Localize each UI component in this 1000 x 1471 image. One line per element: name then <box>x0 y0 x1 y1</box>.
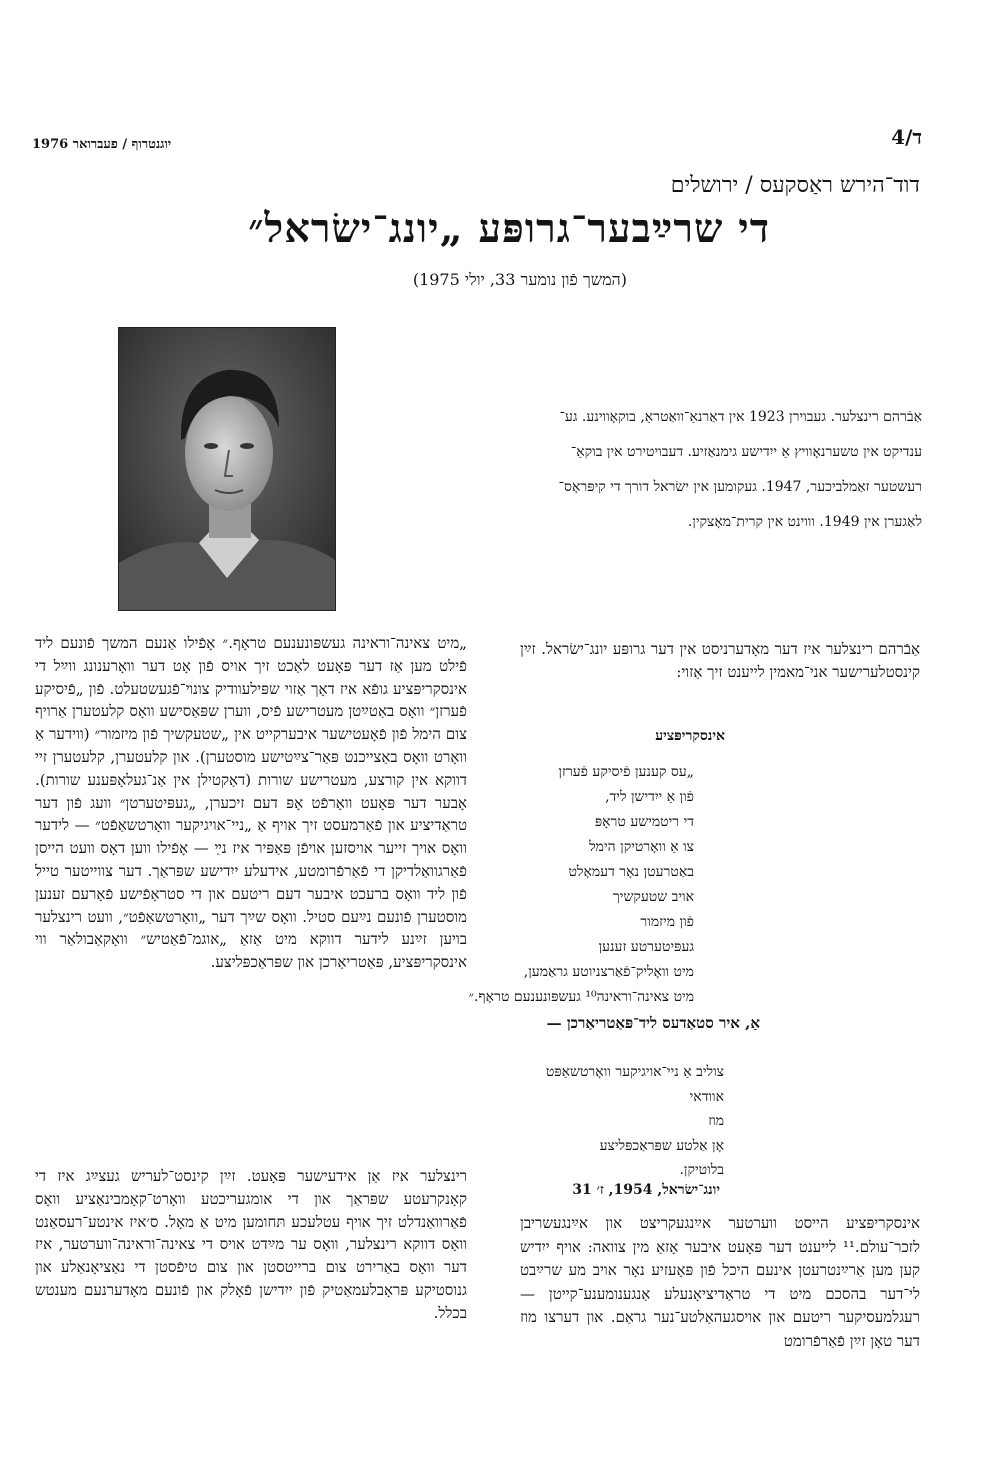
poem-citation: יונג־ישׂראל, 1954, ז׳ 31 <box>572 1182 720 1198</box>
poem-line: די ריטמישע טראָפּ <box>594 814 694 830</box>
subtitle: (המשך פֿון נומער 33, יולי 1975) <box>412 270 627 289</box>
poem-line: פֿון אַ ייִדישן ליד, <box>605 789 694 805</box>
left-column-paragraph-2: רינצלער איז אַן אידעישער פּאָעט. זײַן קינסט־לעריש געצײַג איז די קאָנקרעטע שפּראַך און די אומגעריכטע וואָרט־קאָמבינאַציע וואָס פֿאַרוואַנדלט זיך אויף עטלעכע תּחומען מיט אַ מאָל. ס׳איז אינטע־רעסאַנט וואָס דווקא רינצלער, וואָס ער מײַדט אויס די צאינה־וראינה־ווערטער, איז דער וואָס באַרירט צום ברייטסטן און צום טיפֿסטן די נאַציאָנאַלע און גנוסטיקע פּראָבלעמאַטיק פֿון ייִדישן פֿאָלק און פֿונעם מאָדערנעם מענטש בכלל. <box>35 1167 467 1322</box>
page-number: ד/4 <box>891 125 922 149</box>
poem-line: אויב שטעקשיך <box>612 889 694 905</box>
poem-line: בלוטיקן. <box>679 1162 724 1178</box>
bio-line: רעשטער זאַמלביכער, 1947. געקומען אין ישׂראל דורך די קיפּראָס־ <box>558 479 922 495</box>
poem-block <box>469 760 694 1010</box>
poem-line: אָן אַלטע שפּראַכפּליצע <box>599 1137 724 1154</box>
poem-line: געפּיטערטע זענען <box>598 939 694 955</box>
author-bio <box>402 400 922 540</box>
poem-line: מיט צאינה־וראינה¹⁰ געשפּונענעם טראָף.״ <box>468 989 694 1005</box>
poem-line: מוז <box>708 1113 724 1129</box>
author-portrait <box>118 327 336 611</box>
bio-line: ענדיקט אין טשערנאָוויץ אַ ייִדישע גימנאַזיע. דעבויטירט אין בוקאַ־ <box>570 444 922 460</box>
byline: דוד־הירש ראַסקעס / ירושלים <box>670 173 920 198</box>
poem-line: פֿון מיזמור <box>640 914 694 930</box>
right-column-intro: אַבֿרהם רינצלער איז דער מאָדערניסט אין דער גרופּע יונג־ישׂראל. זײַן קינסטלערישער אני־מאמין לייענט זיך אַזוי: <box>520 640 920 681</box>
poem-line: אוודאי <box>689 1088 724 1105</box>
poem-heading: אינסקריפּציע <box>655 728 725 744</box>
right-column-paragraph: אינסקריפּציע הייסט ווערטער אײַנגעקריצט און אײַנגעשריבן לזכר־עולם.¹¹ לייענט דער פּאָעט איבער אָזאַ מין צוואה: אויף ייִדיש קען מען אַרײַנטרעטן אינעם היכל פֿון פּאָעזיע נאָר אויב מע שרײַבט לי־דער בהסכם מיט די טראַדיציאָנעלע אַנגענומענע־קייטן — רעגלמעסיקער ריטעם און אויסגעהאַלטע־נער גראַם. און דערצו מוז דער טאָן זײַן פֿאַרפֿרומט <box>520 1214 920 1350</box>
bio-line: לאַגערן אין 1949. וווינט אין קרית־מאָצקין. <box>687 514 922 530</box>
poem-line: צוליב אַ ניי־אויגיקער וואָרטשאַפּט <box>545 1064 724 1080</box>
poem-continuation <box>546 1060 724 1183</box>
poem-line: מיט וואָליק־פֿאַרצניוטע גראַמען, <box>523 964 694 980</box>
portrait-image <box>119 328 335 610</box>
poem-line: „עס קענען פֿיסיקע פֿערזן <box>558 764 694 780</box>
poem-subheading: אַ, איר סטאַדעס ליד־פּאַטריאַרכן — <box>546 1014 760 1032</box>
publication-info: יוגנטרוף / פעברואר 1976 <box>32 137 172 152</box>
left-column-paragraph-1: „מיט צאינה־וראינה געשפּונענעם טראָף.״ אָפֿילו אַנעם המשך פֿונעם ליד פֿילט מען אַז דער פּאָעט לאַכט זיך אויס פֿון אָט דער וואָרענונג ווײַל די אינסקריפּציע גופֿא איז דאָך אַזוי שפּילעוודיק צונױ־פֿגעשטעלט. פֿון „פֿיסיקע פֿערזן״ וואָס באַטײַטן מעטרישע פֿיס, ווערן שפּאַסישע וואָס קלעטערן אַרויף צום הימל פֿון פֿאָעטישער איבערקייט אין „שטעקשיך פֿון מיזמור״ (ווידער אַ וואָרט וואָס באַצייכנט פּאַר־צײַטישע מוסטערן). און קלעטערן, קלעטערן זיי דווקא אין קורצע, מעטרישע שורות (דאַקטילן אין אַנ־געלאָפּענע שורות). אָבער דער פּאָעט וואָרפֿט אָפּ דעם זיכערן, „געפּיטערטן״ וועג פֿון דער טראַדיציע און פֿאַרמעסט זיך אויף אַ „ניי־אויגיקער וואָרטשאַפֿט״ — לידער וואָס אויך זייער אויסזען אויפֿן פּאַפּיר איז נײַ — אָפֿילו ווען דאָס וועט הייסן פֿאַרגוואַלדיקן די פֿאַרפֿרומטע, אידעלע ייִדישע שפּראַך. דער צווייטער טייל פֿון ליד וואָס ברעכט איבער דעם ריטעם און די סטראָפֿישע פֿאָרעם זענען מוסטערן פֿונעם נײַעם סטיל. וואָס שײַך דער „וואָרטשאַפֿט״, וועט רינצלער בויען זײַנע לידער דווקא מיט אַזאַ „אוגמ־פֿאַטיש״ וואָקאַבולאַר ווי אינסקריפּציע, פּאַטריאַרכן און שפּראַכפּליצע. <box>35 634 467 972</box>
poem-line: צו אַ וואָרטיקן הימל <box>589 839 694 855</box>
bio-line: אַבֿרהם רינצלער. געבוירן 1923 אין דאַרנאַ־וואַטראַ, בוקאָווינע. גע־ <box>559 409 922 425</box>
poem-line: באַטרעטן נאָר דעמאָלט <box>568 864 694 880</box>
page-title: די שרײַבער־גרופּע „יונג־ישׂראל״ <box>248 205 770 252</box>
